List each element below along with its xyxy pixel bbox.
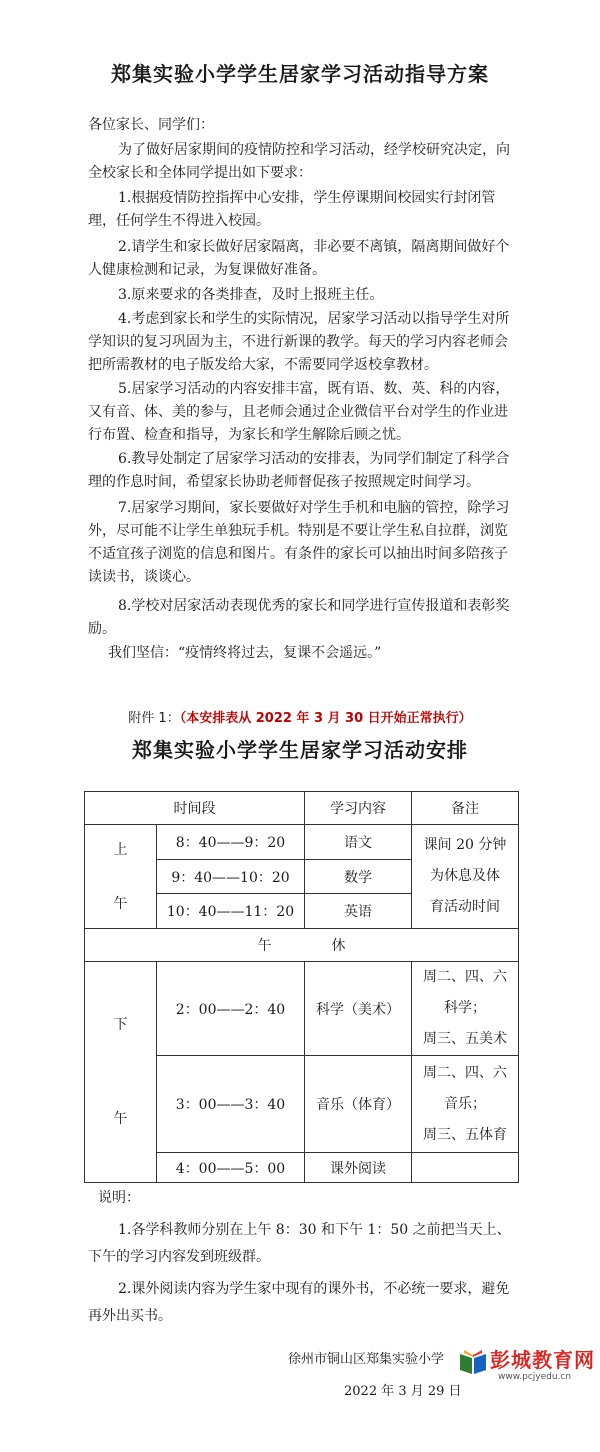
afternoon-note [412,1056,519,1153]
subject-cell: 科学（美术） [305,962,412,1056]
signature-school: 徐州市铜山区郑集实验小学 [288,1352,445,1367]
requirement-1: 1.根据疫情防控指挥中心安排，学生停课期间校园实行封闭管理，任何学生不得进入校园。 [88,190,496,229]
header-subject: 学习内容 [305,792,412,825]
subject-cell: 数学 [305,860,412,894]
requirement-3: 3.原来要求的各类排查，及时上报班主任。 [118,287,384,303]
time-cell: 4：00——5：00 [157,1153,305,1183]
annex-note: （本安排表从 2022 年 3 月 30 日开始正常执行） [179,711,472,726]
noon-break [85,929,519,962]
afternoon-note-line: 周三、五体育 [423,1126,507,1143]
morning-note [412,825,519,929]
noon-break-char: 休 [331,938,346,954]
morning-note-line: 课间 20 分钟 [423,837,507,853]
afternoon-note-line: 周三、五美术 [423,1031,507,1047]
explanation-item: 1.各学科教师分别在上午 8：30 和下午 1：50 之前把当天上、下午的学习内容发到班级群。 [88,1222,511,1265]
afternoon-note-line: 周二、四、六 [423,969,507,985]
closing-statement: 我们坚信：“疫情终将过去，复课不会遥远。” [108,645,382,661]
subject-cell: 语文 [305,825,412,860]
schedule-table [84,791,519,1183]
afternoon-note-line: 周二、四、六 [423,1064,507,1081]
afternoon-label [85,962,157,1183]
header-note: 备注 [412,792,519,825]
time-cell: 9：40——10：20 [157,860,305,894]
document-title: 郑集实验小学学生居家学习活动指导方案 [111,62,489,86]
explanation-item: 2.课外阅读内容为学生家中现有的课外书，不必统一要求，避免再外出买书。 [88,1281,510,1324]
morning-note-line: 育活动时间 [430,899,500,915]
table-row [85,825,519,860]
subject-cell: 音乐（体育） [305,1056,412,1153]
noon-break-char: 午 [257,938,272,954]
watermark-logo [458,1340,594,1390]
noon-break-row [85,929,519,962]
requirement-5: 5.居家学习活动的内容安排丰富，既有语、数、英、科的内容，又有音、体、美的参与，且老师会通过企业微信平台对学生的作业进行布置、检查和指导，为家长和学生解除后顾之忧。 [88,381,510,443]
explanation-title: 说明： [98,1190,140,1206]
afternoon-label-bottom: 午 [113,1111,128,1127]
requirement-8: 8.学校对居家活动表现优秀的家长和同学进行宣传报道和表彰奖励。 [88,598,510,637]
time-cell: 10：40——11：20 [157,894,305,929]
annex-heading [0,707,600,726]
schedule-title: 郑集实验小学学生居家学习活动安排 [132,738,468,762]
signature-date: 2022 年 3 月 29 日 [344,1384,462,1399]
requirement-4: 4.考虑到家长和学生的实际情况，居家学习活动以指导学生对所学知识的复习巩固为主，不进行新课的教学。每天的学习内容老师会把所需教材的电子版发给大家，不需要同学返校拿教材。 [88,311,510,373]
intro-paragraph: 为了做好居家期间的疫情防控和学习活动，经学校研究决定，向全校家长和全体同学提出如下要求： [88,142,510,181]
time-cell: 2：00——2：40 [157,962,305,1056]
afternoon-note [412,962,519,1056]
morning-note-line: 为休息及体 [430,868,500,884]
greeting: 各位家长、同学们： [88,117,214,133]
table-header-row [85,792,519,825]
requirement-6: 6.教导处制定了居家学习活动的安排表，为同学们制定了科学合理的作息时间，希望家长协助老师督促孩子按照规定时间学习。 [88,451,510,490]
requirement-2: 2.请学生和家长做好居家隔离，非必要不离镇，隔离期间做好个人健康检测和记录，为复课做好准备。 [88,239,510,278]
afternoon-note-line: 音乐； [444,1095,486,1112]
subject-cell: 英语 [305,894,412,929]
book-logo-icon [458,1346,488,1376]
empty-note-cell [412,1153,519,1183]
requirement-7: 7.居家学习期间，家长要做好对学生手机和电脑的管控，除学习外，尽可能不让学生单独玩手机。特别是不要让学生私自拉群，浏览不适宜孩子浏览的信息和图片。有条件的家长可以抽出时间多陪孩子读读书，谈谈心。 [88,500,510,585]
time-cell: 8：40——9：20 [157,825,305,860]
watermark-url: www.pcjyedu.cn [498,1372,572,1382]
morning-label [85,825,157,929]
subject-cell: 课外阅读 [305,1153,412,1183]
watermark-name: 彭城教育网 [490,1348,595,1372]
annex-label: 附件 1： [128,711,180,726]
morning-label-top: 上 [113,841,128,858]
time-cell: 3：00——3：40 [157,1056,305,1153]
afternoon-note-line: 科学； [444,1000,486,1016]
morning-label-bottom: 午 [113,895,128,912]
header-time: 时间段 [85,792,305,825]
table-row [85,962,519,1056]
afternoon-label-top: 下 [113,1017,128,1033]
